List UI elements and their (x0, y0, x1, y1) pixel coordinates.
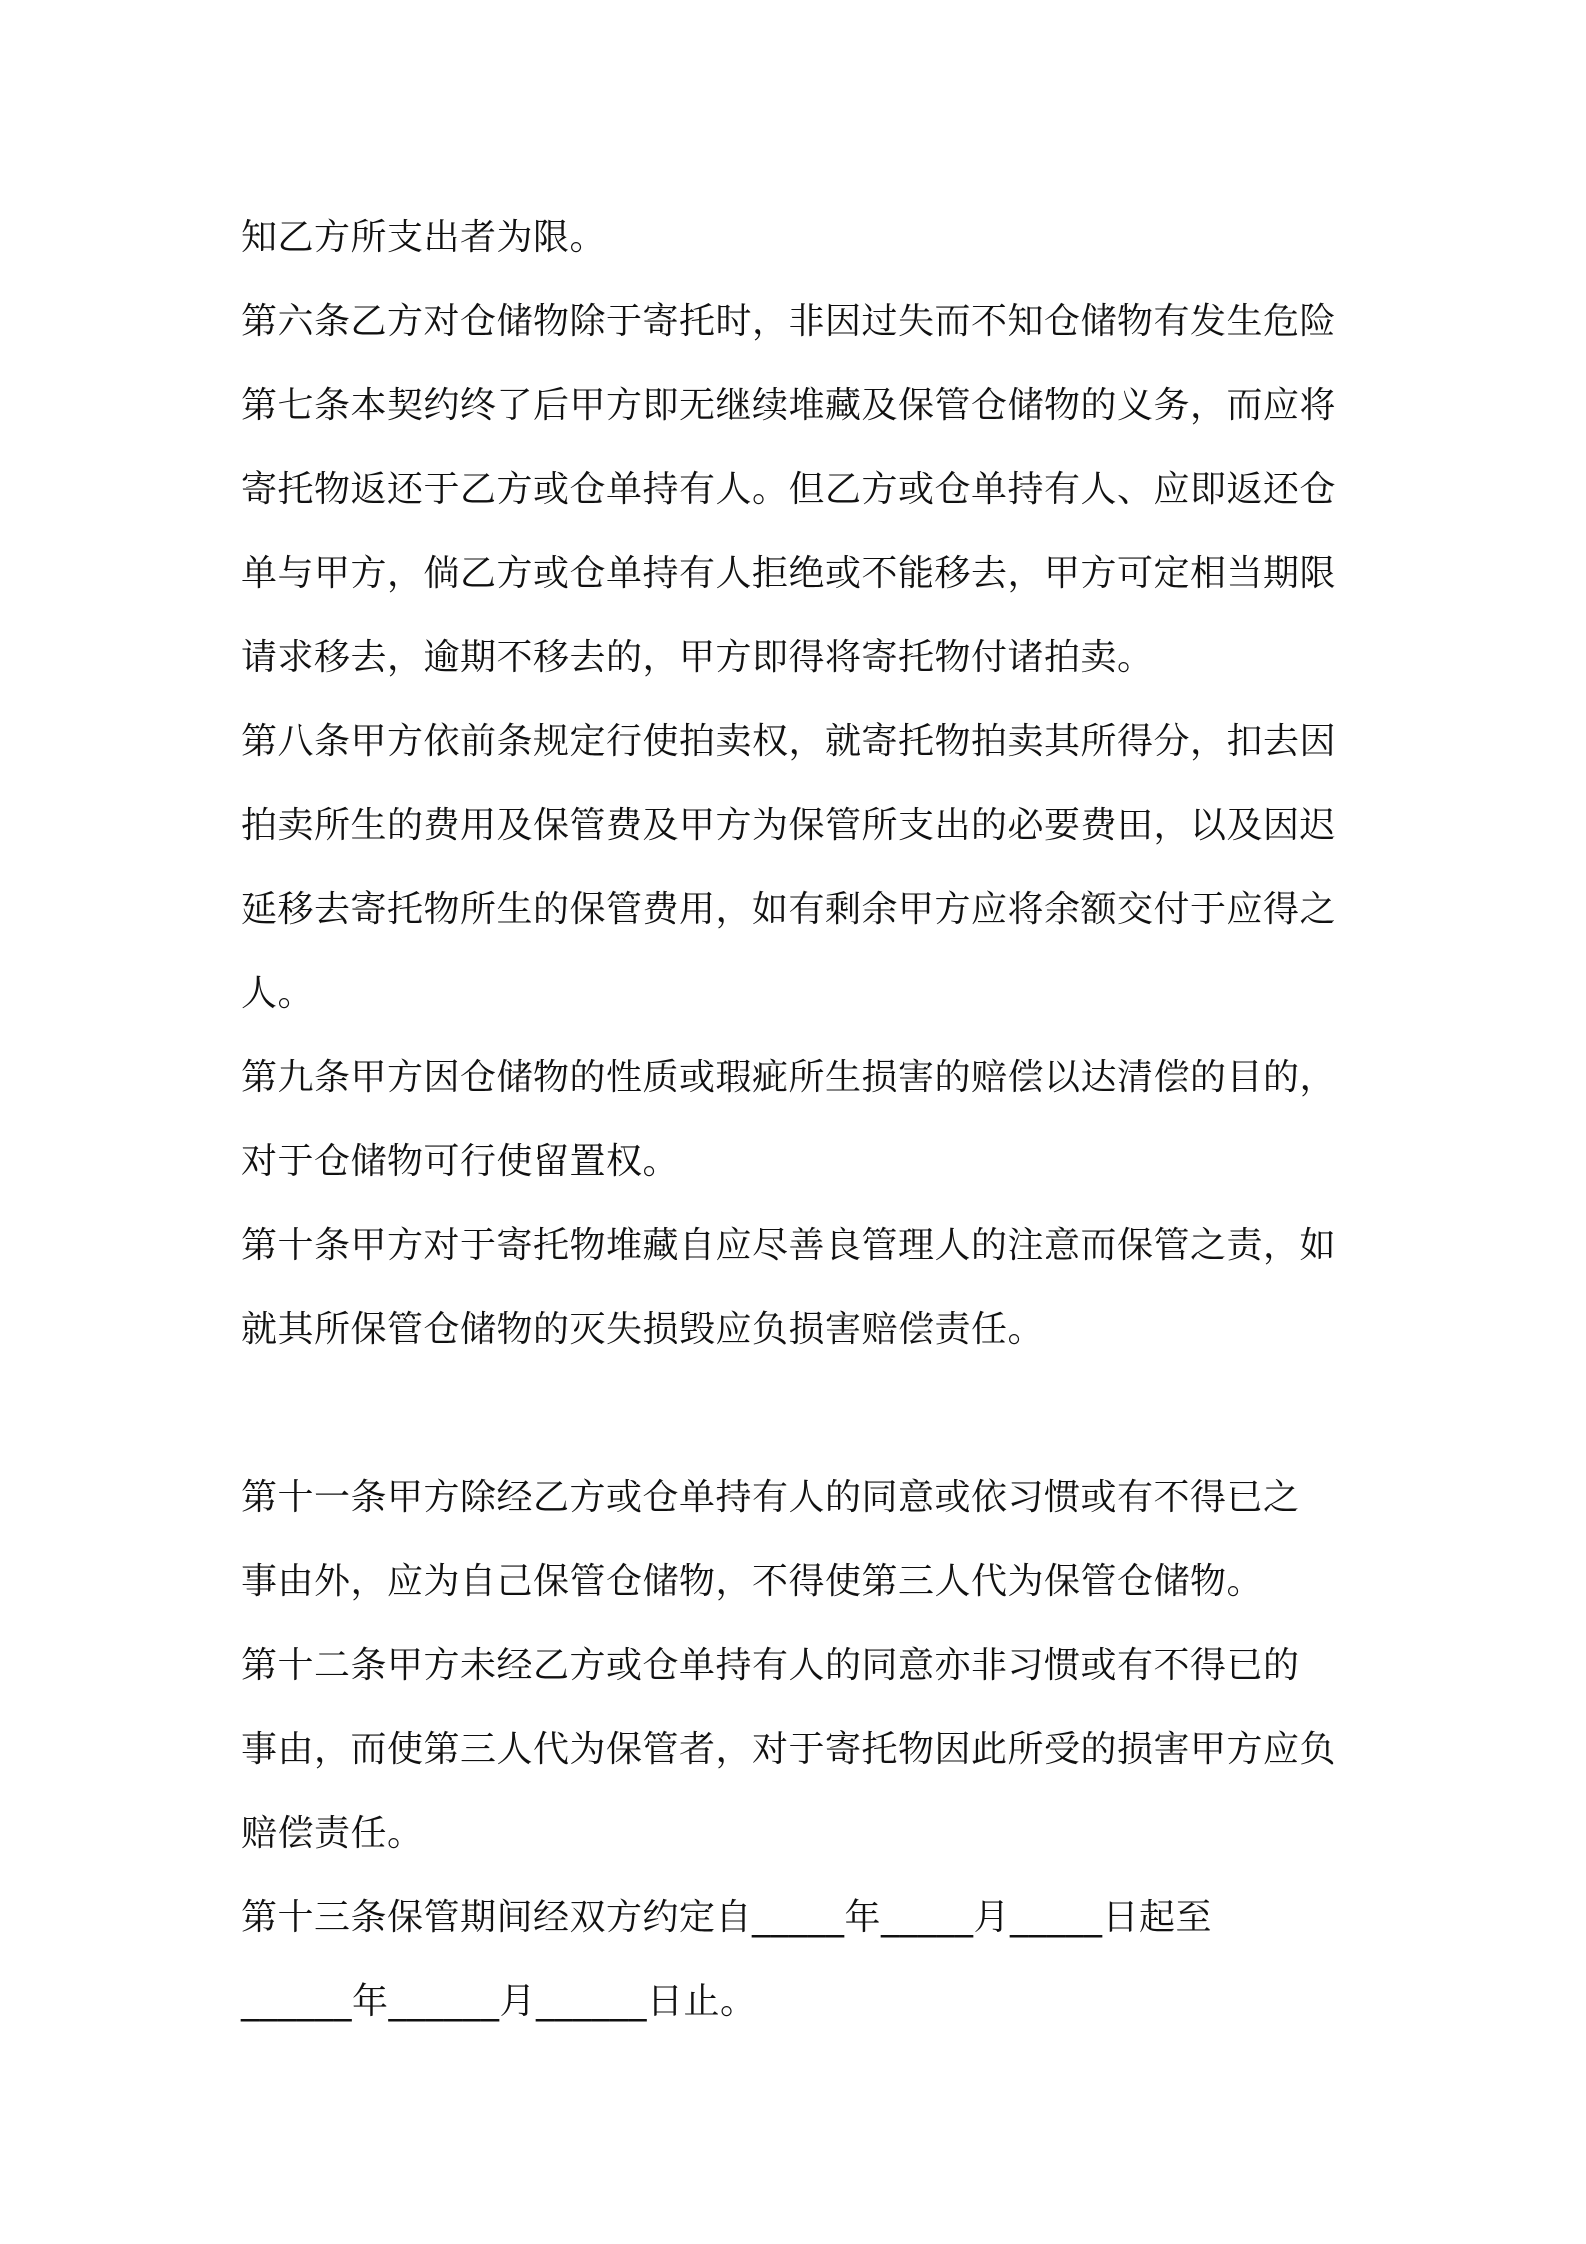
text-line: 事由外，应为自己保管仓储物，不得使第三人代为保管仓储物。 (241, 1561, 1264, 1602)
text-line: 赔偿责任。 (241, 1813, 424, 1854)
text-line: 事由，而使第三人代为保管者，对于寄托物因此所受的损害甲方应负 (241, 1729, 1337, 1770)
contract-text (241, 196, 1361, 2044)
text-line: 第八条甲方依前条规定行使拍卖权，就寄托物拍卖其所得分，扣去因 (241, 721, 1337, 762)
text-line: 第十一条甲方除经乙方或仓单持有人的同意或依习惯或有不得已之 (241, 1477, 1300, 1518)
text-line: 第七条本契约终了后甲方即无继续堆藏及保管仓储物的义务，而应将 (241, 385, 1337, 426)
text-line: 第六条乙方对仓储物除于寄托时，非因过失而不知仓储物有发生危险 (241, 301, 1337, 342)
text-line: 延移去寄托物所生的保管费用，如有剩余甲方应将余额交付于应得之 (241, 889, 1337, 930)
text-line: 拍卖所生的费用及保管费及甲方为保管所支出的必要费田，以及因迟 (241, 805, 1337, 846)
paragraph-gap (241, 1372, 1361, 1456)
text-line: 对于仓储物可行使留置权。 (241, 1141, 680, 1182)
text-line: 就其所保管仓储物的灭失损毁应负损害赔偿责任。 (241, 1309, 1045, 1350)
text-line: 单与甲方，倘乙方或仓单持有人拒绝或不能移去，甲方可定相当期限 (241, 553, 1337, 594)
text-line: 寄托物返还于乙方或仓单持有人。但乙方或仓单持有人、应即返还仓 (241, 469, 1337, 510)
text-line: 知乙方所支出者为限。 (241, 217, 607, 258)
text-line: 第十条甲方对于寄托物堆藏自应尽善良管理人的注意而保管之责，如 (241, 1225, 1337, 1266)
text-line: 第九条甲方因仓储物的性质或瑕疵所生损害的赔偿以达清偿的目的， (241, 1057, 1337, 1098)
text-line: 人。 (241, 973, 315, 1014)
text-line: ______年______月______日止。 (241, 1981, 757, 2022)
text-line: 第十二条甲方未经乙方或仓单持有人的同意亦非习惯或有不得已的 (241, 1645, 1300, 1686)
text-line: 请求移去，逾期不移去的，甲方即得将寄托物付诸拍卖。 (241, 637, 1154, 678)
text-line: 第十三条保管期间经双方约定自_____年_____月_____日起至 (241, 1897, 1213, 1938)
